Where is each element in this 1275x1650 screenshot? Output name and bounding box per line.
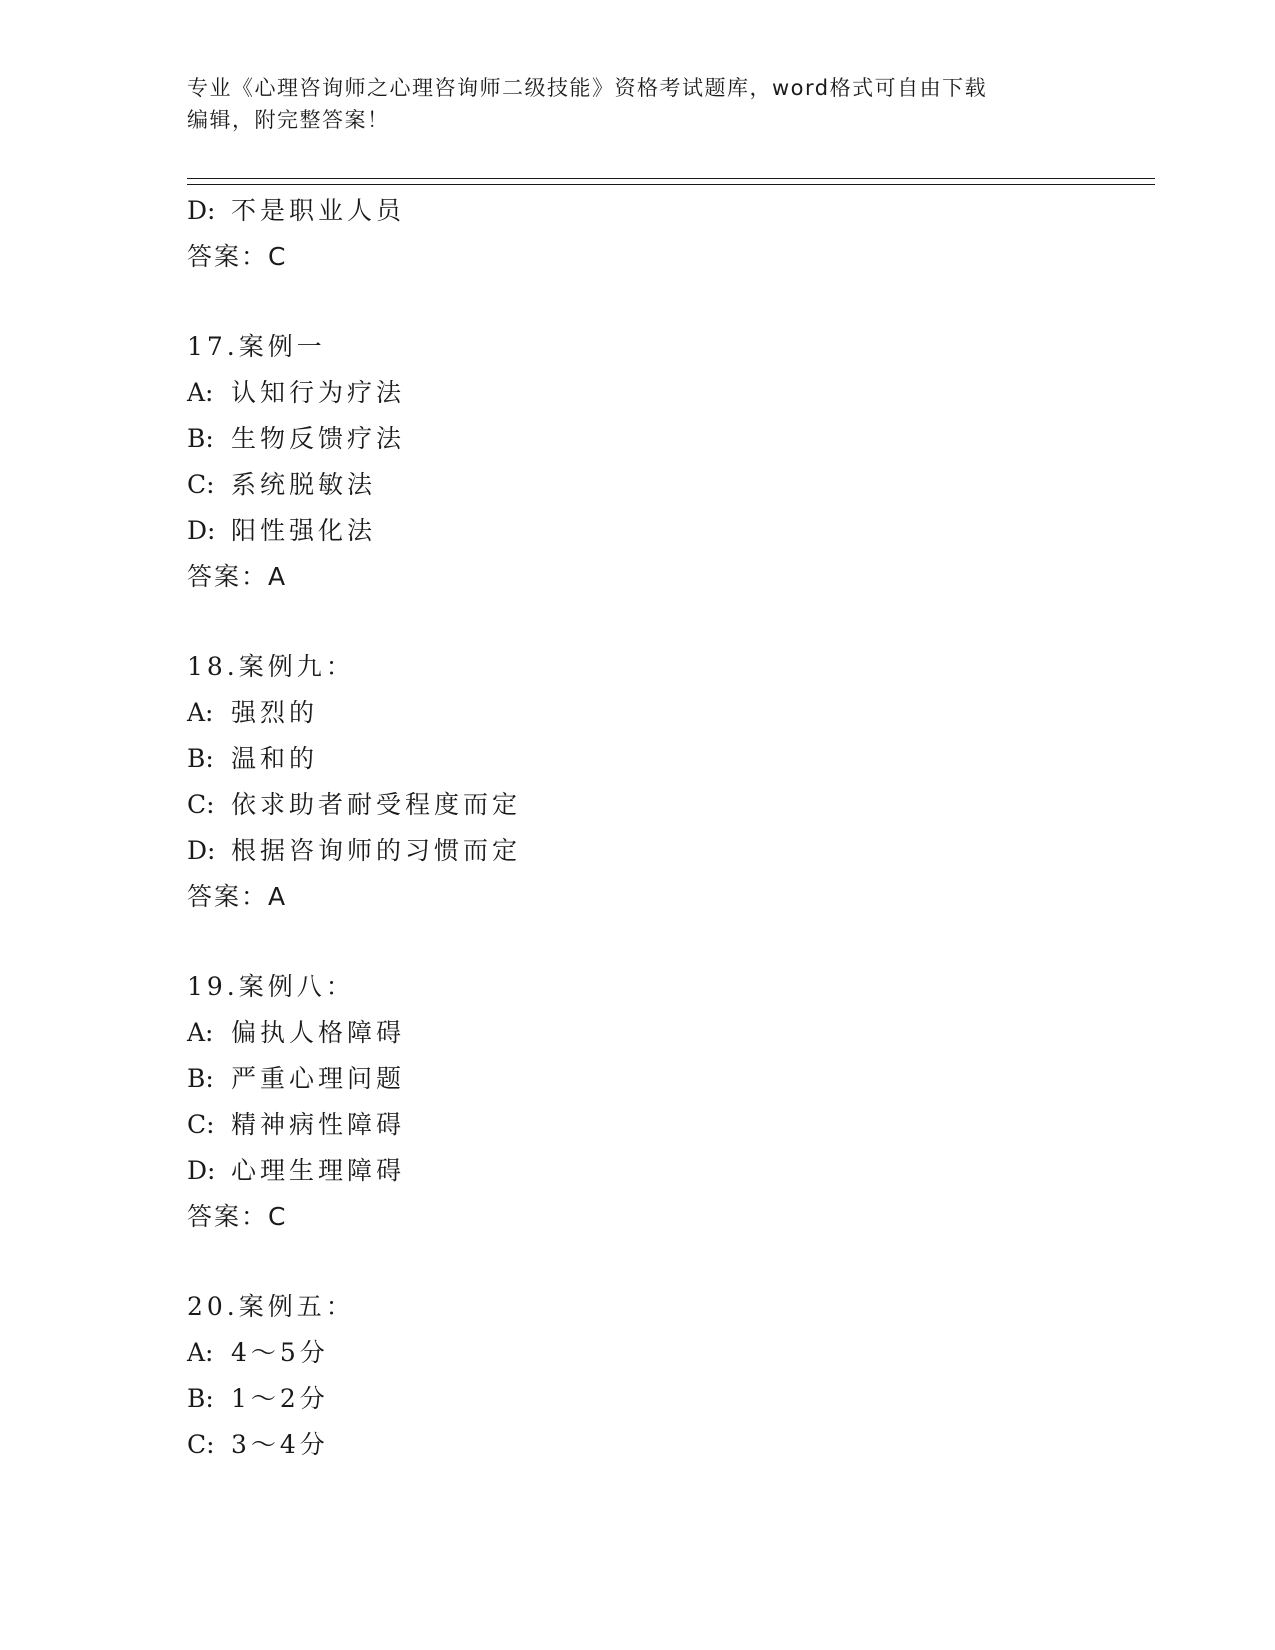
option-a xyxy=(187,1330,1147,1376)
option-c xyxy=(187,462,1147,508)
option-label: C: xyxy=(187,1430,215,1459)
spacer xyxy=(187,1240,1147,1284)
header-line-1: 专业《心理咨询师之心理咨询师二级技能》资格考试题库，word格式可自由下载 xyxy=(187,76,988,100)
option-b xyxy=(187,1376,1147,1422)
question-block-19 xyxy=(187,964,1147,1240)
option-label: A: xyxy=(187,1018,214,1047)
option-text: 1～2分 xyxy=(231,1384,329,1413)
option-label: A: xyxy=(187,698,214,727)
answer: 答案：A xyxy=(187,882,288,911)
option-c xyxy=(187,1102,1147,1148)
option-text: 温和的 xyxy=(231,744,319,773)
question-stem: 19.案例八： xyxy=(187,972,355,1001)
option-label: D: xyxy=(187,196,216,225)
option-a xyxy=(187,1010,1147,1056)
page-header xyxy=(187,72,1087,136)
option-d xyxy=(187,828,1147,874)
spacer xyxy=(187,280,1147,324)
question-list xyxy=(187,188,1147,1468)
option-label: B: xyxy=(187,424,214,453)
option-label: A: xyxy=(187,378,214,407)
option-label: D: xyxy=(187,516,216,545)
option-b xyxy=(187,416,1147,462)
spacer xyxy=(187,920,1147,964)
answer-previous: 答案：C xyxy=(187,242,288,271)
option-c xyxy=(187,782,1147,828)
option-text: 强烈的 xyxy=(231,698,319,727)
question-block-17 xyxy=(187,324,1147,600)
option-text: 生物反馈疗法 xyxy=(231,424,406,453)
option-text: 4～5分 xyxy=(231,1338,329,1367)
option-label: C: xyxy=(187,1110,215,1139)
option-a xyxy=(187,370,1147,416)
option-b xyxy=(187,1056,1147,1102)
option-d-previous xyxy=(187,188,1147,234)
option-d xyxy=(187,508,1147,554)
option-text: 3～4分 xyxy=(231,1430,329,1459)
question-stem: 18.案例九： xyxy=(187,652,355,681)
option-a xyxy=(187,690,1147,736)
question-stem: 17.案例一 xyxy=(187,332,326,361)
option-text: 偏执人格障碍 xyxy=(231,1018,406,1047)
option-text: 依求助者耐受程度而定 xyxy=(231,790,522,819)
answer: 答案：C xyxy=(187,1202,288,1231)
question-stem: 20.案例五： xyxy=(187,1292,355,1321)
option-text: 不是职业人员 xyxy=(231,196,406,225)
option-label: B: xyxy=(187,744,214,773)
option-text: 严重心理问题 xyxy=(231,1064,406,1093)
option-label: D: xyxy=(187,836,216,865)
option-d xyxy=(187,1148,1147,1194)
option-c xyxy=(187,1422,1147,1468)
option-text: 精神病性障碍 xyxy=(231,1110,406,1139)
answer: 答案：A xyxy=(187,562,288,591)
option-text: 认知行为疗法 xyxy=(231,378,406,407)
option-label: C: xyxy=(187,790,215,819)
option-text: 根据咨询师的习惯而定 xyxy=(231,836,522,865)
header-line-2: 编辑，附完整答案！ xyxy=(187,108,390,132)
option-b xyxy=(187,736,1147,782)
question-block-18 xyxy=(187,644,1147,920)
option-label: A: xyxy=(187,1338,214,1367)
option-label: C: xyxy=(187,470,215,499)
option-text: 心理生理障碍 xyxy=(231,1156,406,1185)
option-label: B: xyxy=(187,1064,214,1093)
option-text: 系统脱敏法 xyxy=(231,470,377,499)
option-label: D: xyxy=(187,1156,216,1185)
option-text: 阳性强化法 xyxy=(231,516,377,545)
question-block-20 xyxy=(187,1284,1147,1468)
header-divider xyxy=(187,178,1155,185)
option-label: B: xyxy=(187,1384,214,1413)
spacer xyxy=(187,600,1147,644)
